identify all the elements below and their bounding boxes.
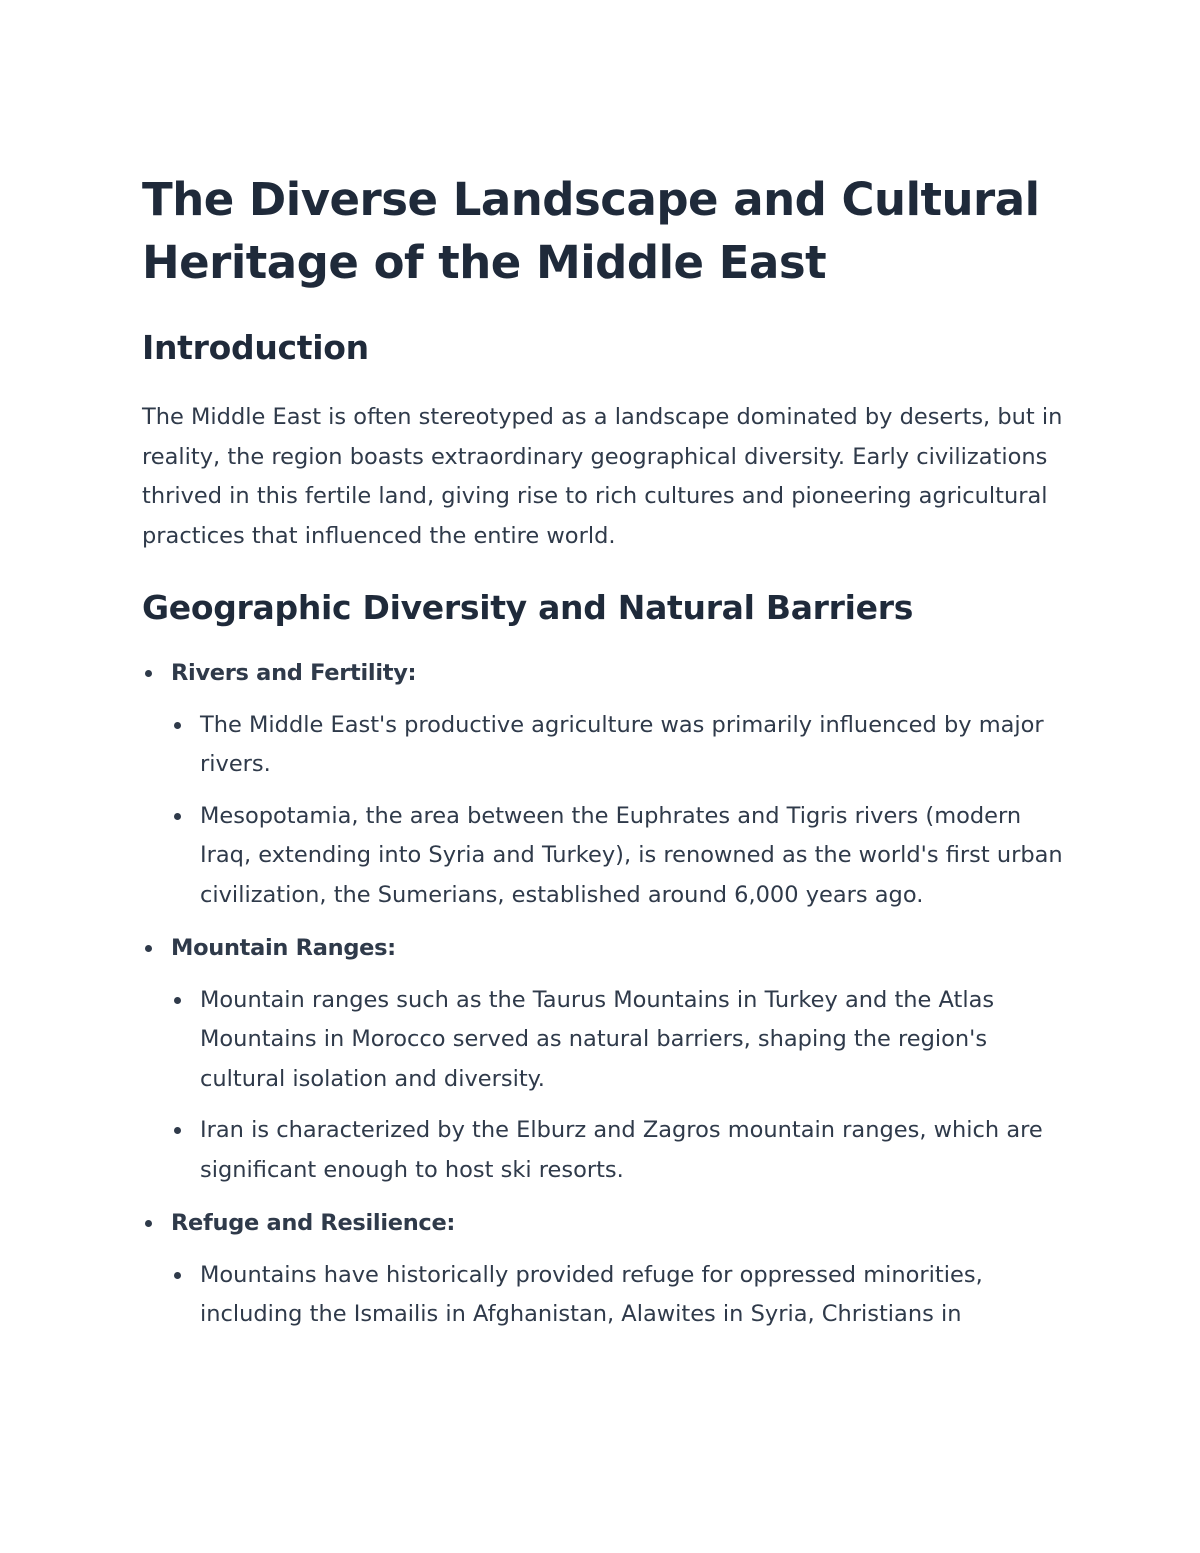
- document-title: The Diverse Landscape and Cultural Heritage of the Middle East: [142, 173, 1040, 289]
- list-item-title: Refuge and Resilience:: [171, 1210, 456, 1236]
- sub-list-item: Mesopotamia, the area between the Euphrates and Tigris rivers (modern Iraq, extending into Syria and Turkey), is renowned as the world's first urban civilization, the Sumerians, established around 6,000 years ago.: [171, 797, 1072, 916]
- geography-list: [142, 654, 1072, 1335]
- introduction-paragraph: The Middle East is often stereotyped as a landscape dominated by deserts, but in reality, the region boasts extraordinary geographical diversity. Early civilizations thrived in this fertile land, giving rise to rich cultures and pioneering agricultural practices that influenced the entire world.: [142, 404, 1063, 549]
- sub-list: [171, 981, 1072, 1191]
- geography-heading: Geographic Diversity and Natural Barriers: [142, 588, 914, 627]
- sub-list-item: Mountains have historically provided refuge for oppressed minorities, including the Ismailis in Afghanistan, Alawites in Syria, Christians in: [171, 1256, 1072, 1335]
- list-item-title: Rivers and Fertility:: [171, 660, 417, 686]
- document-page: [142, 168, 1072, 1349]
- introduction-heading: Introduction: [142, 328, 369, 367]
- list-item-rivers: [142, 654, 1072, 915]
- sub-list-item: The Middle East's productive agriculture was primarily influenced by major rivers.: [171, 706, 1072, 785]
- list-item-refuge: [142, 1204, 1072, 1335]
- sub-list-item: Iran is characterized by the Elburz and Zagros mountain ranges, which are significant enough to host ski resorts.: [171, 1111, 1072, 1190]
- sub-list: [171, 706, 1072, 916]
- list-item-mountains: [142, 929, 1072, 1190]
- sub-list: [171, 1256, 1072, 1335]
- sub-list-item: Mountain ranges such as the Taurus Mountains in Turkey and the Atlas Mountains in Morocco served as natural barriers, shaping the region's cultural isolation and diversity.: [171, 981, 1072, 1100]
- list-item-title: Mountain Ranges:: [171, 935, 396, 961]
